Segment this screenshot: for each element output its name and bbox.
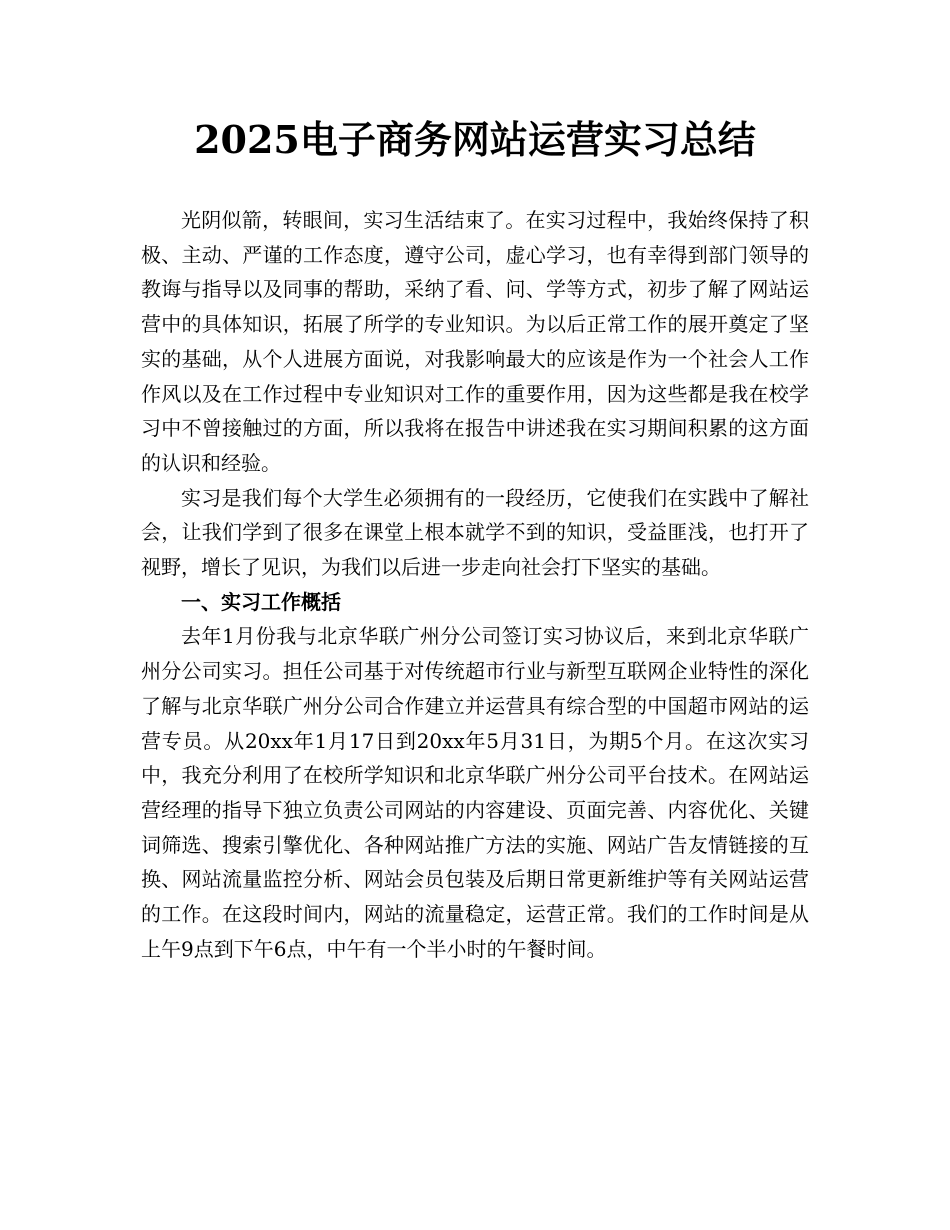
section-heading: 一、实习工作概括	[181, 589, 341, 614]
document-body	[141, 203, 809, 966]
paragraph-internship-meaning: 实习是我们每个大学生必须拥有的一段经历，它使我们在实践中了解社会，让我们学到了很多在课堂上根本就学不到的知识，受益匪浅，也打开了视野，增长了见识，为我们以后进一步走向社会打下坚实的基础。	[141, 485, 809, 580]
document-title: 2025电子商务网站运营实习总结	[194, 117, 756, 162]
paragraph-intro: 光阴似箭，转眼间，实习生活结束了。在实习过程中，我始终保持了积极、主动、严谨的工作态度，遵守公司，虚心学习，也有幸得到部门领导的教诲与指导以及同事的帮助，采纳了看、问、学等方式，初步了解了网站运营中的具体知识，拓展了所学的专业知识。为以后正常工作的展开奠定了坚实的基础，从个人进展方面说，对我影响最大的应该是作为一个社会人工作作风以及在工作过程中专业知识对工作的重要作用，因为这些都是我在校学习中不曾接触过的方面，所以我将在报告中讲述我在实习期间积累的这方面的认识和经验。	[141, 208, 809, 475]
paragraph-work-summary: 去年1月份我与北京华联广州分公司签订实习协议后，来到北京华联广州分公司实习。担任公司基于对传统超市行业与新型互联网企业特性的深化了解与北京华联广州分公司合作建立并运营具有综合型的中国超市网站的运营专员。从20xx年1月17日到20xx年5月31日，为期5个月。在这次实习中，我充分利用了在校所学知识和北京华联广州分公司平台技术。在网站运营经理的指导下独立负责公司网站的内容建设、页面完善、内容优化、关键词筛选、搜索引擎优化、各种网站推广方法的实施、网站广告友情链接的互换、网站流量监控分析、网站会员包装及后期日常更新维护等有关网站运营的工作。在这段时间内，网站的流量稳定，运营正常。我们的工作时间是从上午9点到下午6点，中午有一个半小时的午餐时间。	[141, 624, 809, 961]
